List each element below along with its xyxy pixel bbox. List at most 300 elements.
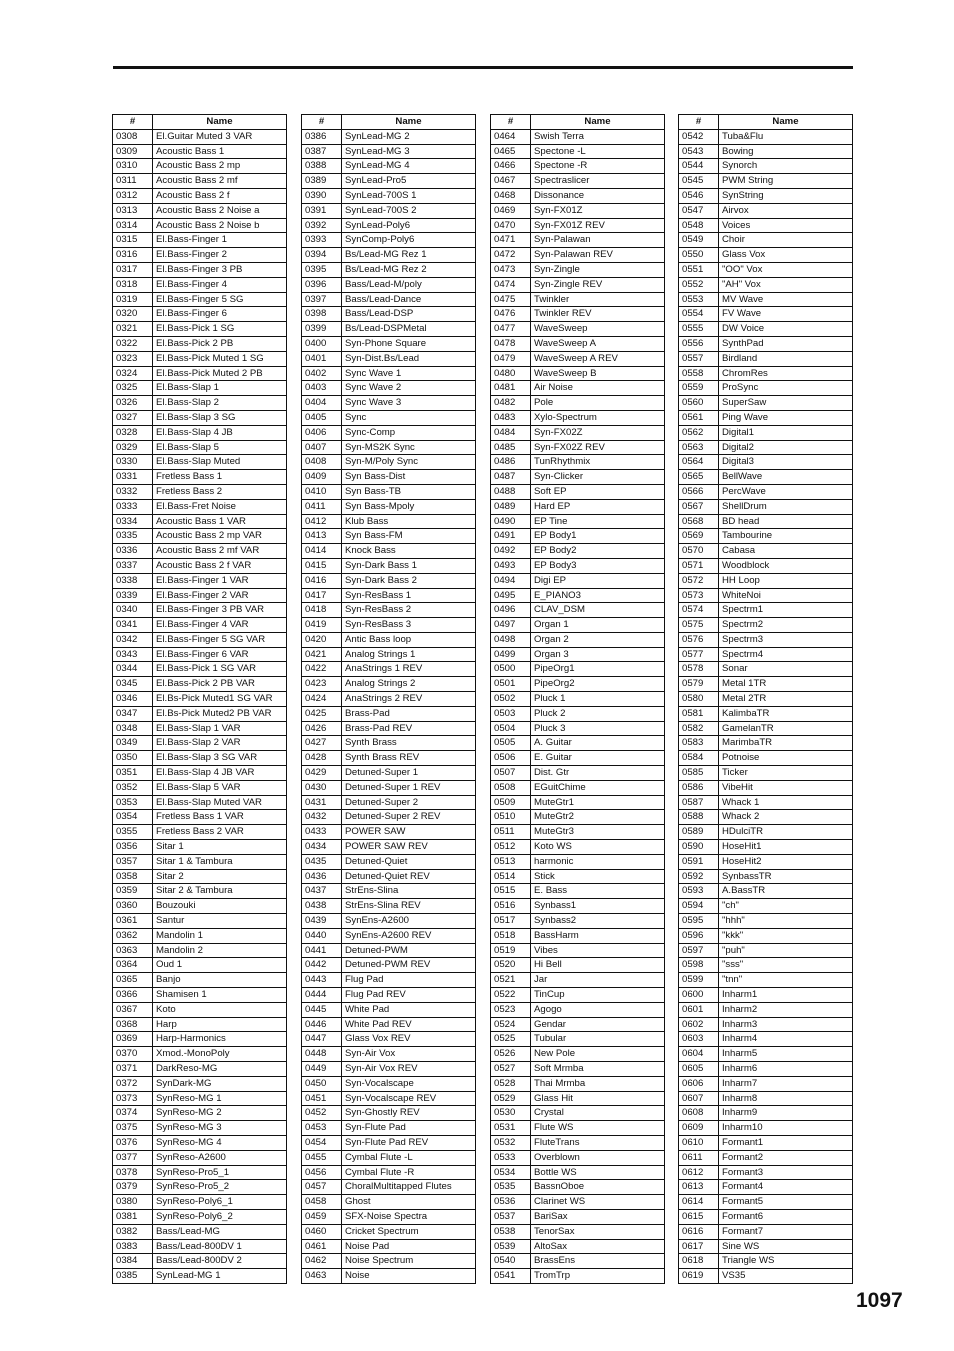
table-row (679, 440, 853, 455)
cell-name: El.Bass-Finger 3 PB VAR (153, 603, 287, 618)
table-row (491, 129, 665, 144)
cell-name: Stick (531, 869, 665, 884)
cell-number: 0399 (302, 322, 342, 337)
cell-number: 0544 (679, 159, 719, 174)
cell-number: 0327 (113, 410, 153, 425)
cell-name: AnaStrings 2 REV (342, 692, 476, 707)
cell-number: 0398 (302, 307, 342, 322)
cell-name: SynReso-Pro5_2 (153, 1180, 287, 1195)
table-row (679, 1239, 853, 1254)
cell-name: Formant1 (719, 1135, 853, 1150)
cell-name: ChoralMultitapped Flutes (342, 1180, 476, 1195)
table-row (113, 973, 287, 988)
cell-number: 0386 (302, 129, 342, 144)
cell-number: 0585 (679, 766, 719, 781)
cell-number: 0335 (113, 529, 153, 544)
cell-number: 0581 (679, 706, 719, 721)
cell-number: 0390 (302, 188, 342, 203)
cell-name: Syn-Clicker (531, 470, 665, 485)
cell-name: Bass/Lead-M/poly (342, 277, 476, 292)
table-row (302, 514, 476, 529)
cell-name: SynLead-Poly6 (342, 218, 476, 233)
table-row (491, 840, 665, 855)
table-row (302, 1135, 476, 1150)
cell-number: 0489 (491, 499, 531, 514)
cell-number: 0361 (113, 914, 153, 929)
cell-number: 0376 (113, 1135, 153, 1150)
cell-name: Crystal (531, 1106, 665, 1121)
cell-number: 0371 (113, 1062, 153, 1077)
cell-number: 0552 (679, 277, 719, 292)
table-row (679, 1121, 853, 1136)
cell-name: Syn Bass-Mpoly (342, 499, 476, 514)
cell-number: 0616 (679, 1224, 719, 1239)
table-row (491, 914, 665, 929)
cell-name: Soft Mrmba (531, 1062, 665, 1077)
cell-name: Hi Bell (531, 958, 665, 973)
cell-name: Overblown (531, 1150, 665, 1165)
cell-name: WaveSweep A REV (531, 351, 665, 366)
cell-number: 0474 (491, 277, 531, 292)
cell-name: Glass Vox (719, 248, 853, 263)
cell-number: 0563 (679, 440, 719, 455)
cell-number: 0443 (302, 973, 342, 988)
cell-number: 0488 (491, 484, 531, 499)
table-row (302, 307, 476, 322)
cell-name: SynReso-MG 2 (153, 1106, 287, 1121)
table-row (302, 1017, 476, 1032)
table-row (679, 914, 853, 929)
cell-number: 0336 (113, 544, 153, 559)
table-row (302, 573, 476, 588)
cell-name: Potnoise (719, 751, 853, 766)
cell-name: "AH" Vox (719, 277, 853, 292)
table-row (113, 854, 287, 869)
cell-number: 0517 (491, 914, 531, 929)
cell-name: El.Bass-Slap 3 SG (153, 410, 287, 425)
table-row (113, 1239, 287, 1254)
table-row (679, 1047, 853, 1062)
cell-name: El.Bass-Finger 4 (153, 277, 287, 292)
table-row (302, 292, 476, 307)
cell-name: El.Bass-Finger 5 SG VAR (153, 632, 287, 647)
table-row (302, 1195, 476, 1210)
table-row (491, 174, 665, 189)
cell-number: 0366 (113, 988, 153, 1003)
cell-number: 0473 (491, 262, 531, 277)
cell-name: AltoSax (531, 1239, 665, 1254)
cell-name: MarimbaTR (719, 736, 853, 751)
table-row (113, 751, 287, 766)
cell-name: E. Bass (531, 884, 665, 899)
cell-name: Noise (342, 1269, 476, 1284)
table-row (679, 544, 853, 559)
table-row (679, 1209, 853, 1224)
header-number: # (679, 115, 719, 130)
table-row (302, 692, 476, 707)
table-row (302, 144, 476, 159)
cell-name: Whack 2 (719, 810, 853, 825)
cell-number: 0427 (302, 736, 342, 751)
table-row (113, 943, 287, 958)
cell-name: Soft EP (531, 484, 665, 499)
cell-number: 0530 (491, 1106, 531, 1121)
cell-number: 0483 (491, 410, 531, 425)
cell-number: 0436 (302, 869, 342, 884)
cell-name: Pole (531, 396, 665, 411)
cell-number: 0615 (679, 1209, 719, 1224)
table-row (302, 914, 476, 929)
cell-name: Syn-FX01Z (531, 203, 665, 218)
table-row (491, 677, 665, 692)
table-row (679, 203, 853, 218)
table-row (679, 425, 853, 440)
table-row (679, 780, 853, 795)
table-row (113, 410, 287, 425)
cell-number: 0402 (302, 366, 342, 381)
table-row (113, 736, 287, 751)
cell-number: 0593 (679, 884, 719, 899)
cell-number: 0442 (302, 958, 342, 973)
cell-number: 0343 (113, 647, 153, 662)
cell-number: 0355 (113, 825, 153, 840)
cell-number: 0458 (302, 1195, 342, 1210)
cell-name: New Pole (531, 1047, 665, 1062)
cell-number: 0403 (302, 381, 342, 396)
table-row (491, 144, 665, 159)
table-row (491, 499, 665, 514)
cell-name: Brass-Pad REV (342, 721, 476, 736)
cell-number: 0379 (113, 1180, 153, 1195)
cell-number: 0406 (302, 425, 342, 440)
cell-number: 0535 (491, 1180, 531, 1195)
cell-number: 0401 (302, 351, 342, 366)
cell-number: 0362 (113, 928, 153, 943)
cell-name: Knock Bass (342, 544, 476, 559)
table-row (679, 766, 853, 781)
cell-number: 0321 (113, 322, 153, 337)
table-row (679, 928, 853, 943)
cell-number: 0514 (491, 869, 531, 884)
cell-name: Jar (531, 973, 665, 988)
cell-number: 0323 (113, 351, 153, 366)
cell-number: 0601 (679, 1002, 719, 1017)
table-row (491, 307, 665, 322)
cell-name: SynLead-Pro5 (342, 174, 476, 189)
table-row (302, 529, 476, 544)
cell-name: Formant3 (719, 1165, 853, 1180)
cell-number: 0408 (302, 455, 342, 470)
cell-name: Spectrm2 (719, 618, 853, 633)
cell-number: 0469 (491, 203, 531, 218)
cell-name: Oud 1 (153, 958, 287, 973)
table-row (302, 1254, 476, 1269)
cell-number: 0409 (302, 470, 342, 485)
cell-number: 0547 (679, 203, 719, 218)
cell-name: Syn-Dist.Bs/Lead (342, 351, 476, 366)
cell-name: El.Bass-Slap 3 SG VAR (153, 751, 287, 766)
table-row (302, 455, 476, 470)
cell-name: PercWave (719, 484, 853, 499)
cell-name: Synth Brass (342, 736, 476, 751)
cell-number: 0475 (491, 292, 531, 307)
table-row (302, 958, 476, 973)
table-row (302, 366, 476, 381)
table-row (491, 1180, 665, 1195)
table-row (491, 692, 665, 707)
cell-name: Syn-FX02Z (531, 425, 665, 440)
cell-name: Airvox (719, 203, 853, 218)
cell-number: 0567 (679, 499, 719, 514)
table-row (302, 618, 476, 633)
cell-name: Bottle WS (531, 1165, 665, 1180)
cell-name: Vibes (531, 943, 665, 958)
cell-number: 0453 (302, 1121, 342, 1136)
cell-number: 0391 (302, 203, 342, 218)
cell-number: 0381 (113, 1209, 153, 1224)
table-row (113, 840, 287, 855)
cell-number: 0497 (491, 618, 531, 633)
table-row (302, 751, 476, 766)
cell-number: 0460 (302, 1224, 342, 1239)
table-row (302, 396, 476, 411)
cell-name: Inharm4 (719, 1032, 853, 1047)
table-row (113, 262, 287, 277)
table-row (302, 825, 476, 840)
cell-number: 0538 (491, 1224, 531, 1239)
table-row (302, 233, 476, 248)
cell-number: 0328 (113, 425, 153, 440)
header-name: Name (719, 115, 853, 130)
cell-name: Syn-Dark Bass 1 (342, 558, 476, 573)
table-header-row (113, 115, 287, 130)
table-row (679, 1002, 853, 1017)
cell-number: 0348 (113, 721, 153, 736)
cell-number: 0509 (491, 795, 531, 810)
cell-name: Sitar 1 & Tambura (153, 854, 287, 869)
cell-name: El.Bass-Slap 4 JB VAR (153, 766, 287, 781)
table-row (491, 869, 665, 884)
cell-number: 0519 (491, 943, 531, 958)
cell-number: 0480 (491, 366, 531, 381)
cell-number: 0600 (679, 988, 719, 1003)
cell-number: 0477 (491, 322, 531, 337)
table-row (302, 351, 476, 366)
table-row (113, 470, 287, 485)
cell-name: A.BassTR (719, 884, 853, 899)
cell-number: 0553 (679, 292, 719, 307)
cell-name: Spectone -R (531, 159, 665, 174)
table-row (679, 721, 853, 736)
table-column-2 (301, 114, 475, 1284)
cell-name: MuteGtr3 (531, 825, 665, 840)
cell-number: 0559 (679, 381, 719, 396)
cell-number: 0308 (113, 129, 153, 144)
cell-number: 0435 (302, 854, 342, 869)
table-row (302, 425, 476, 440)
cell-number: 0375 (113, 1121, 153, 1136)
cell-name: SynLead-MG 1 (153, 1269, 287, 1284)
cell-name: Syn Bass-FM (342, 529, 476, 544)
cell-name: Spectrm1 (719, 603, 853, 618)
cell-name: Pluck 2 (531, 706, 665, 721)
cell-name: Bs/Lead-MG Rez 2 (342, 262, 476, 277)
cell-name: Mandolin 1 (153, 928, 287, 943)
cell-number: 0310 (113, 159, 153, 174)
cell-name: Flug Pad (342, 973, 476, 988)
cell-name: StrEns-Slina (342, 884, 476, 899)
cell-name: Spectone -L (531, 144, 665, 159)
table-row (491, 988, 665, 1003)
cell-name: Sine WS (719, 1239, 853, 1254)
cell-number: 0556 (679, 336, 719, 351)
cell-number: 0351 (113, 766, 153, 781)
cell-number: 0503 (491, 706, 531, 721)
cell-name: Noise Spectrum (342, 1254, 476, 1269)
cell-name: Detuned-Quiet (342, 854, 476, 869)
cell-number: 0354 (113, 810, 153, 825)
cell-name: EP Body1 (531, 529, 665, 544)
cell-number: 0565 (679, 470, 719, 485)
table-row (491, 470, 665, 485)
cell-name: Mandolin 2 (153, 943, 287, 958)
table-row (113, 914, 287, 929)
table-row (113, 144, 287, 159)
cell-name: Hard EP (531, 499, 665, 514)
cell-name: EP Body3 (531, 558, 665, 573)
cell-number: 0479 (491, 351, 531, 366)
cell-name: BellWave (719, 470, 853, 485)
cell-name: El.Bass-Slap 5 (153, 440, 287, 455)
cell-name: El.Bass-Pick 1 SG VAR (153, 662, 287, 677)
cell-name: Inharm10 (719, 1121, 853, 1136)
cell-name: Flute WS (531, 1121, 665, 1136)
table-column-1 (112, 114, 286, 1284)
table-row (679, 262, 853, 277)
table-row (302, 677, 476, 692)
table-row (302, 795, 476, 810)
cell-number: 0384 (113, 1254, 153, 1269)
table-row (491, 558, 665, 573)
cell-number: 0437 (302, 884, 342, 899)
table-header-row (302, 115, 476, 130)
cell-name: El.Bs-Pick Muted2 PB VAR (153, 706, 287, 721)
cell-number: 0397 (302, 292, 342, 307)
table-row (491, 1209, 665, 1224)
table-row (302, 854, 476, 869)
cell-number: 0618 (679, 1254, 719, 1269)
cell-name: Digi EP (531, 573, 665, 588)
cell-number: 0518 (491, 928, 531, 943)
cell-number: 0610 (679, 1135, 719, 1150)
cell-number: 0582 (679, 721, 719, 736)
cell-number: 0495 (491, 588, 531, 603)
cell-name: Flug Pad REV (342, 988, 476, 1003)
table-row (113, 1002, 287, 1017)
cell-name: VS35 (719, 1269, 853, 1284)
cell-number: 0352 (113, 780, 153, 795)
table-row (491, 262, 665, 277)
cell-number: 0596 (679, 928, 719, 943)
table-row (113, 1269, 287, 1284)
cell-number: 0607 (679, 1091, 719, 1106)
cell-name: Syn-Phone Square (342, 336, 476, 351)
cell-name: Voices (719, 218, 853, 233)
table-row (679, 410, 853, 425)
cell-number: 0451 (302, 1091, 342, 1106)
cell-number: 0609 (679, 1121, 719, 1136)
cell-number: 0560 (679, 396, 719, 411)
cell-number: 0374 (113, 1106, 153, 1121)
cell-number: 0465 (491, 144, 531, 159)
cell-number: 0561 (679, 410, 719, 425)
cell-number: 0507 (491, 766, 531, 781)
cell-name: Organ 2 (531, 632, 665, 647)
cell-number: 0588 (679, 810, 719, 825)
table-row (302, 440, 476, 455)
cell-number: 0429 (302, 766, 342, 781)
header-number: # (491, 115, 531, 130)
table-row (302, 973, 476, 988)
cell-name: A. Guitar (531, 736, 665, 751)
cell-number: 0423 (302, 677, 342, 692)
cell-number: 0457 (302, 1180, 342, 1195)
table-row (302, 943, 476, 958)
cell-number: 0445 (302, 1002, 342, 1017)
table-row (113, 425, 287, 440)
cell-number: 0438 (302, 899, 342, 914)
cell-name: El.Bass-Finger 2 VAR (153, 588, 287, 603)
cell-number: 0338 (113, 573, 153, 588)
table-row (679, 692, 853, 707)
table-row (679, 1135, 853, 1150)
table-row (491, 351, 665, 366)
cell-name: Bouzouki (153, 899, 287, 914)
cell-name: SuperSaw (719, 396, 853, 411)
table-header-row (679, 115, 853, 130)
cell-name: Ticker (719, 766, 853, 781)
cell-number: 0551 (679, 262, 719, 277)
table-row (113, 455, 287, 470)
cell-name: "puh" (719, 943, 853, 958)
cell-name: Banjo (153, 973, 287, 988)
cell-number: 0332 (113, 484, 153, 499)
cell-name: Inharm6 (719, 1062, 853, 1077)
cell-name: Bs/Lead-DSPMetal (342, 322, 476, 337)
cell-name: Air Noise (531, 381, 665, 396)
cell-number: 0441 (302, 943, 342, 958)
cell-number: 0590 (679, 840, 719, 855)
cell-name: Harp (153, 1017, 287, 1032)
cell-number: 0608 (679, 1106, 719, 1121)
table-row (302, 662, 476, 677)
cell-number: 0373 (113, 1091, 153, 1106)
table-row (113, 292, 287, 307)
table-row (679, 159, 853, 174)
table-row (491, 1165, 665, 1180)
cell-number: 0471 (491, 233, 531, 248)
cell-number: 0464 (491, 129, 531, 144)
table-row (302, 810, 476, 825)
cell-name: WaveSweep A (531, 336, 665, 351)
cell-name: Xylo-Spectrum (531, 410, 665, 425)
cell-name: SynLead-MG 3 (342, 144, 476, 159)
table-row (491, 958, 665, 973)
cell-number: 0394 (302, 248, 342, 263)
cell-number: 0558 (679, 366, 719, 381)
table-row (302, 869, 476, 884)
table-row (679, 899, 853, 914)
